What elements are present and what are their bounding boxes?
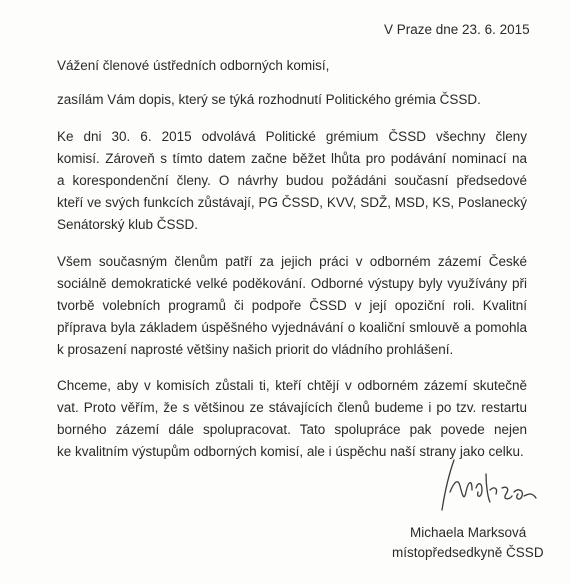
signer-title: místopředsedkyně ČSSD bbox=[392, 545, 544, 560]
intro-line: zasílám Vám dopis, který se týká rozhodnutí Politického grémia ČSSD. bbox=[57, 92, 481, 107]
paragraph-3-line: vat. Proto věřím, že s většinou ze stávajících členů budeme i po tzv. restartu bbox=[57, 400, 527, 415]
paragraph-3-line: ke kvalitním výstupům odborných komisí, ale i úspěchu naší strany jako celku. bbox=[57, 444, 524, 459]
paragraph-2-line: k prosazení naprosté většiny našich priorit do vládního prohlášení. bbox=[57, 342, 454, 357]
paragraph-2-line: tvorbě volebních programů či podpoře ČSSD v její opoziční roli. Kvalitní bbox=[57, 298, 527, 313]
paragraph-1-line: kteří ve svých funkcích zůstávají, PG ČSSD, KVV, SDŽ, MSD, KS, Poslanecký bbox=[57, 195, 527, 210]
paragraph-2-line: příprava byla základem úspěšného vyjednávání o koaliční smlouvě a pomohla bbox=[57, 320, 527, 335]
handwritten-signature bbox=[432, 452, 552, 522]
paragraph-1-line: komisí. Zároveň s tímto datem začne běžet lhůta pro podávání nominací na bbox=[57, 151, 527, 166]
signer-name: Michaela Marksová bbox=[410, 525, 527, 540]
paragraph-1-line: Ke dni 30. 6. 2015 odvolává Politické grémium ČSSD všechny členy bbox=[57, 129, 527, 144]
paragraph-1-line: Senátorský klub ČSSD. bbox=[57, 217, 199, 232]
paragraph-2-line: sociálně demokratické velké poděkování. Odborné výstupy byly využívány při bbox=[57, 276, 527, 291]
paragraph-2-line: Všem současným členům patří za jejich práci v odborném zázemí České bbox=[57, 254, 527, 269]
date-line: V Praze dne 23. 6. 2015 bbox=[384, 22, 530, 37]
salutation: Vážení členové ústředních odborných komisí, bbox=[57, 58, 330, 73]
paragraph-3-line: borného zázemí dále spolupracovat. Tato spolupráce pak povede nejen bbox=[57, 422, 527, 437]
paragraph-3-line: Chceme, aby v komisích zůstali ti, kteří chtějí v odborném zázemí skutečně bbox=[57, 378, 527, 393]
paragraph-1-line: a korespondenční členy. O návrhy budou požádáni současní předsedové bbox=[57, 173, 527, 188]
